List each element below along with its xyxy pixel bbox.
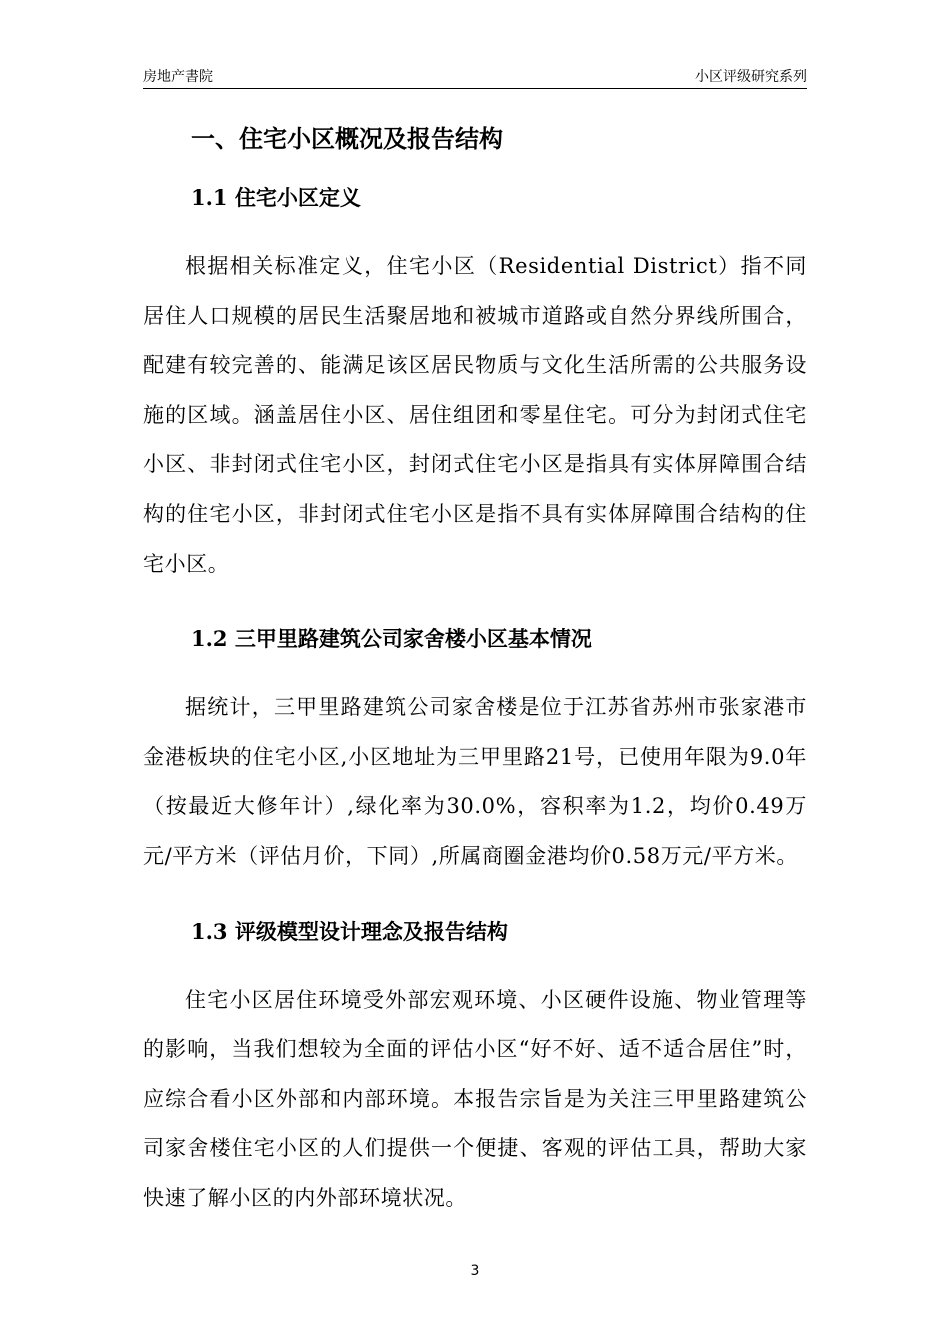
header-publisher: 房地产書院 xyxy=(143,69,213,85)
paragraph-basic-info: 据统计，三甲里路建筑公司家舍楼是位于江苏省苏州市张家港市金港板块的住宅小区,小区地址为三甲里路21号，已使用年限为9.0年（按最近大修年计）,绿化率为30.0%，容积率为1.2，均价0.49万元/平方米（评估月价，下同）,所属商圈金港均价0.58万元/平方米。 xyxy=(143,695,807,868)
subsection-heading-1-1: 1.1 住宅小区定义 xyxy=(191,185,361,210)
paragraph-definition: 根据相关标准定义，住宅小区（Residential District）指不同居住人口规模的居民生活聚居地和被城市道路或自然分界线所围合，配建有较完善的、能满足该区居民物质与文化生活所需的公共服务设施的区域。涵盖居住小区、居住组团和零星住宅。可分为封闭式住宅小区、非封闭式住宅小区，封闭式住宅小区是指具有实体屏障围合结构的住宅小区，非封闭式住宅小区是指不具有实体屏障围合结构的住宅小区。 xyxy=(143,254,807,576)
document-body xyxy=(143,112,807,1224)
subsection-heading-1-2: 1.2 三甲里路建筑公司家舍楼小区基本情况 xyxy=(191,626,592,652)
header-series-title: 小区评级研究系列 xyxy=(695,69,807,85)
page-number: 3 xyxy=(470,1263,480,1279)
section-title: 一、住宅小区概况及报告结构 xyxy=(191,124,503,153)
subsection-heading-1-3: 1.3 评级模型设计理念及报告结构 xyxy=(191,918,508,944)
paragraph-model-design: 住宅小区居住环境受外部宏观环境、小区硬件设施、物业管理等的影响，当我们想较为全面的评估小区“好不好、适不适合居住”时，应综合看小区外部和内部环境。本报告宗旨是为关注三甲里路建筑公司家舍楼住宅小区的人们提供一个便捷、客观的评估工具，帮助大家快速了解小区的内外部环境状况。 xyxy=(143,987,807,1210)
page-header xyxy=(143,66,807,89)
